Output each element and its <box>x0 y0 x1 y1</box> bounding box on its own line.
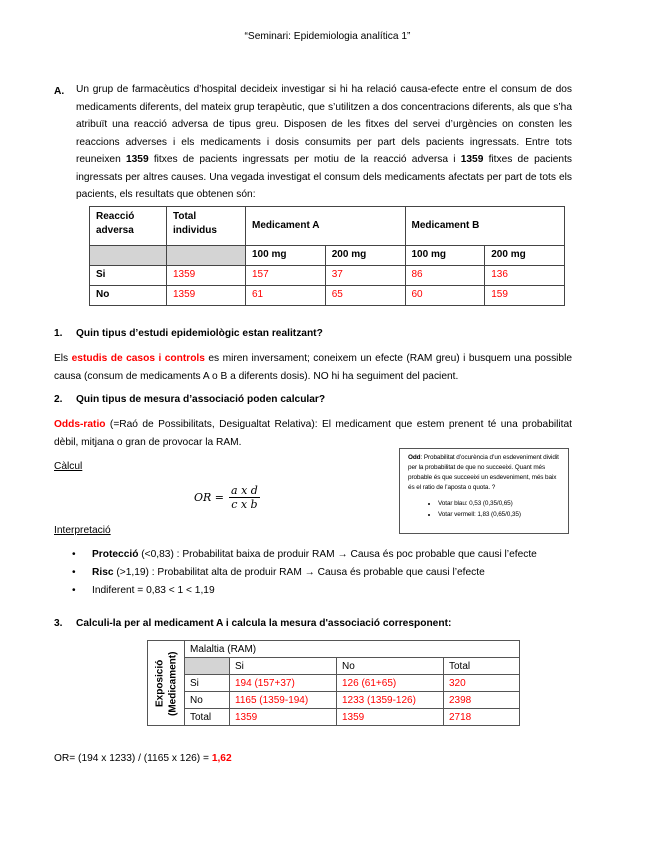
section-a-text <box>76 81 572 204</box>
question-3 <box>54 618 451 629</box>
col-axis-label: Malaltia (RAM) <box>185 641 520 658</box>
bullet-icon: • <box>72 585 76 596</box>
list-item: • Votar vermell: 1,83 (0,65/0,35) <box>438 509 562 520</box>
answer-text: es miren inversament; coneixem un efecte (RAM greu) i busquem una possible causa (consum de medicaments A o B a diferents dosis). NO hi ha seguiment del pacient. <box>54 353 573 382</box>
bullet-text: Indiferent = 0,83 < 1 < 1,19 <box>92 585 215 596</box>
bullet-text: (<0,83) : Probabilitat baixa de produir RAM → Causa és poc probable que causi l’efecte <box>138 549 537 560</box>
question-2 <box>54 394 325 405</box>
table-row <box>148 709 520 726</box>
bullet-bold: Risc <box>92 567 114 578</box>
calcul-label: Càlcul <box>54 461 83 472</box>
empty-cell <box>185 658 230 675</box>
table-row <box>90 286 565 306</box>
bullet-icon: • <box>72 567 76 578</box>
section-a-text-2: fitxes de pacients ingressats per motiu de la reacció adversa i <box>148 154 461 165</box>
list-item <box>72 546 537 564</box>
question-number: 2. <box>54 394 63 405</box>
header-reaccio: Reacció adversa <box>90 207 167 246</box>
row-label: No <box>185 692 230 709</box>
odds-ratio-result <box>54 753 232 764</box>
bullet-text: (>1,19) : Probabilitat alta de produir RAM → Causa és probable que causi l’efecte <box>113 567 485 578</box>
answer-highlight: estudis de casos i controls <box>71 353 205 364</box>
odd-definition-box <box>399 448 569 534</box>
cell-value: 159 <box>485 286 565 306</box>
bullet-icon: • <box>72 549 76 560</box>
answer-2 <box>54 416 572 451</box>
empty-cell <box>167 246 246 266</box>
header-med-a: Medicament A <box>246 207 406 246</box>
formula-lhs: OR = <box>194 491 225 504</box>
row-axis-label: Exposició (Medicament) <box>148 641 185 726</box>
odd-text: : Probabilitat d’ocurència d’un esdeveniment dividit per la probabilitat de que no succeeixi. Quant més probable és que succeeixi un esdeveniment, més baix és el ratio de l’aposta o quota. ? <box>408 454 559 491</box>
page-title: “Seminari: Epidemiologia analítica 1” <box>244 31 411 42</box>
cell-value: 2398 <box>444 692 520 709</box>
cell-value: 65 <box>325 286 405 306</box>
row-label: Si <box>90 266 167 286</box>
header-dose: 100 mg <box>246 246 326 266</box>
interpretacio-label: Interpretació <box>54 525 111 536</box>
result-text: OR= (194 x 1233) / (1165 x 126) = <box>54 753 212 764</box>
row-label: Si <box>185 675 230 692</box>
cell-value: 320 <box>444 675 520 692</box>
section-a-text-3: fitxes de pacients ingressats per altres causes. Una vegada investigat el consum dels medicaments afectats per part de tots els pacients, els resultats que obtenen són: <box>76 154 573 200</box>
section-a-text-1: Un grup de farmacèutics d’hospital decideix investigar si hi ha relació causa-efecte entre el consum de dos medicaments diferents, del mateix grup terapèutic, que s’utilitzen a dos concentracions diferents, als que s’ha atribuït una reacció adversa de tipus greu. Disposen de les fitxes del servei d’urgències on consten les reaccions adverses i els medicaments i dosis consumits per part dels pacients ingressats. Entre tots reuneixen <box>76 84 572 165</box>
question-number: 3. <box>54 618 63 629</box>
list-item <box>72 582 537 600</box>
col-header: Total <box>444 658 520 675</box>
row-label: Total <box>185 709 230 726</box>
cell-value: 1359 <box>167 266 246 286</box>
cell-value: 2718 <box>444 709 520 726</box>
question-number: 1. <box>54 328 63 339</box>
odds-ratio-formula <box>194 484 260 511</box>
header-dose: 200 mg <box>485 246 565 266</box>
header-med-b: Medicament B <box>405 207 565 246</box>
contingency-table <box>147 640 520 726</box>
cell-value: 157 <box>246 266 326 286</box>
table-row <box>90 266 565 286</box>
empty-cell <box>90 246 167 266</box>
formula-numerator: a x d <box>231 484 258 497</box>
cases-count: 1359 <box>125 154 149 165</box>
cell-value: 136 <box>485 266 565 286</box>
table-row <box>148 675 520 692</box>
cell-value: 126 (61+65) <box>337 675 444 692</box>
cell-value: 1233 (1359-126) <box>337 692 444 709</box>
cell-value: 37 <box>325 266 405 286</box>
row-label: No <box>90 286 167 306</box>
controls-count: 1359 <box>460 154 484 165</box>
formula-fraction <box>229 484 260 511</box>
list-item: • Votar blau: 0,53 (0,35/0,65) <box>438 498 562 509</box>
answer-highlight: Odds-ratio <box>54 419 106 430</box>
odd-label: Odd <box>408 454 421 461</box>
cell-value: 1165 (1359-194) <box>230 692 337 709</box>
answer-text: (=Raó de Possibilitats, Desigualtat Relativa): El medicament que estem prenent té una probabilitat dèbil, mitjana o gran de provocar la RAM. <box>54 419 572 448</box>
question-1 <box>54 328 323 339</box>
header-total: Total individus <box>167 207 246 246</box>
question-text: Quin tipus de mesura d’associació poden calcular? <box>76 394 326 405</box>
data-table-medicaments <box>89 206 565 306</box>
bullet-bold: Protecció <box>92 549 139 560</box>
cell-value: 86 <box>405 266 485 286</box>
section-a-label: A. <box>54 86 65 97</box>
question-text: Calculi-la per al medicament A i calcula la mesura d'associació corresponent: <box>76 618 452 629</box>
interpretation-list <box>72 546 537 600</box>
answer-text: Els <box>54 353 72 364</box>
header-dose: 200 mg <box>325 246 405 266</box>
formula-denominator: c x b <box>231 498 258 511</box>
answer-1 <box>54 350 572 385</box>
list-item <box>72 564 537 582</box>
cell-value: 1359 <box>337 709 444 726</box>
cell-value: 61 <box>246 286 326 306</box>
header-dose: 100 mg <box>405 246 485 266</box>
table-row <box>148 692 520 709</box>
question-text: Quin tipus d’estudi epidemiològic estan realitzant? <box>76 328 323 339</box>
result-value: 1,62 <box>211 753 232 764</box>
col-header: No <box>337 658 444 675</box>
cell-value: 194 (157+37) <box>230 675 337 692</box>
odd-examples <box>408 498 562 520</box>
col-header: Si <box>230 658 337 675</box>
cell-value: 60 <box>405 286 485 306</box>
cell-value: 1359 <box>230 709 337 726</box>
cell-value: 1359 <box>167 286 246 306</box>
